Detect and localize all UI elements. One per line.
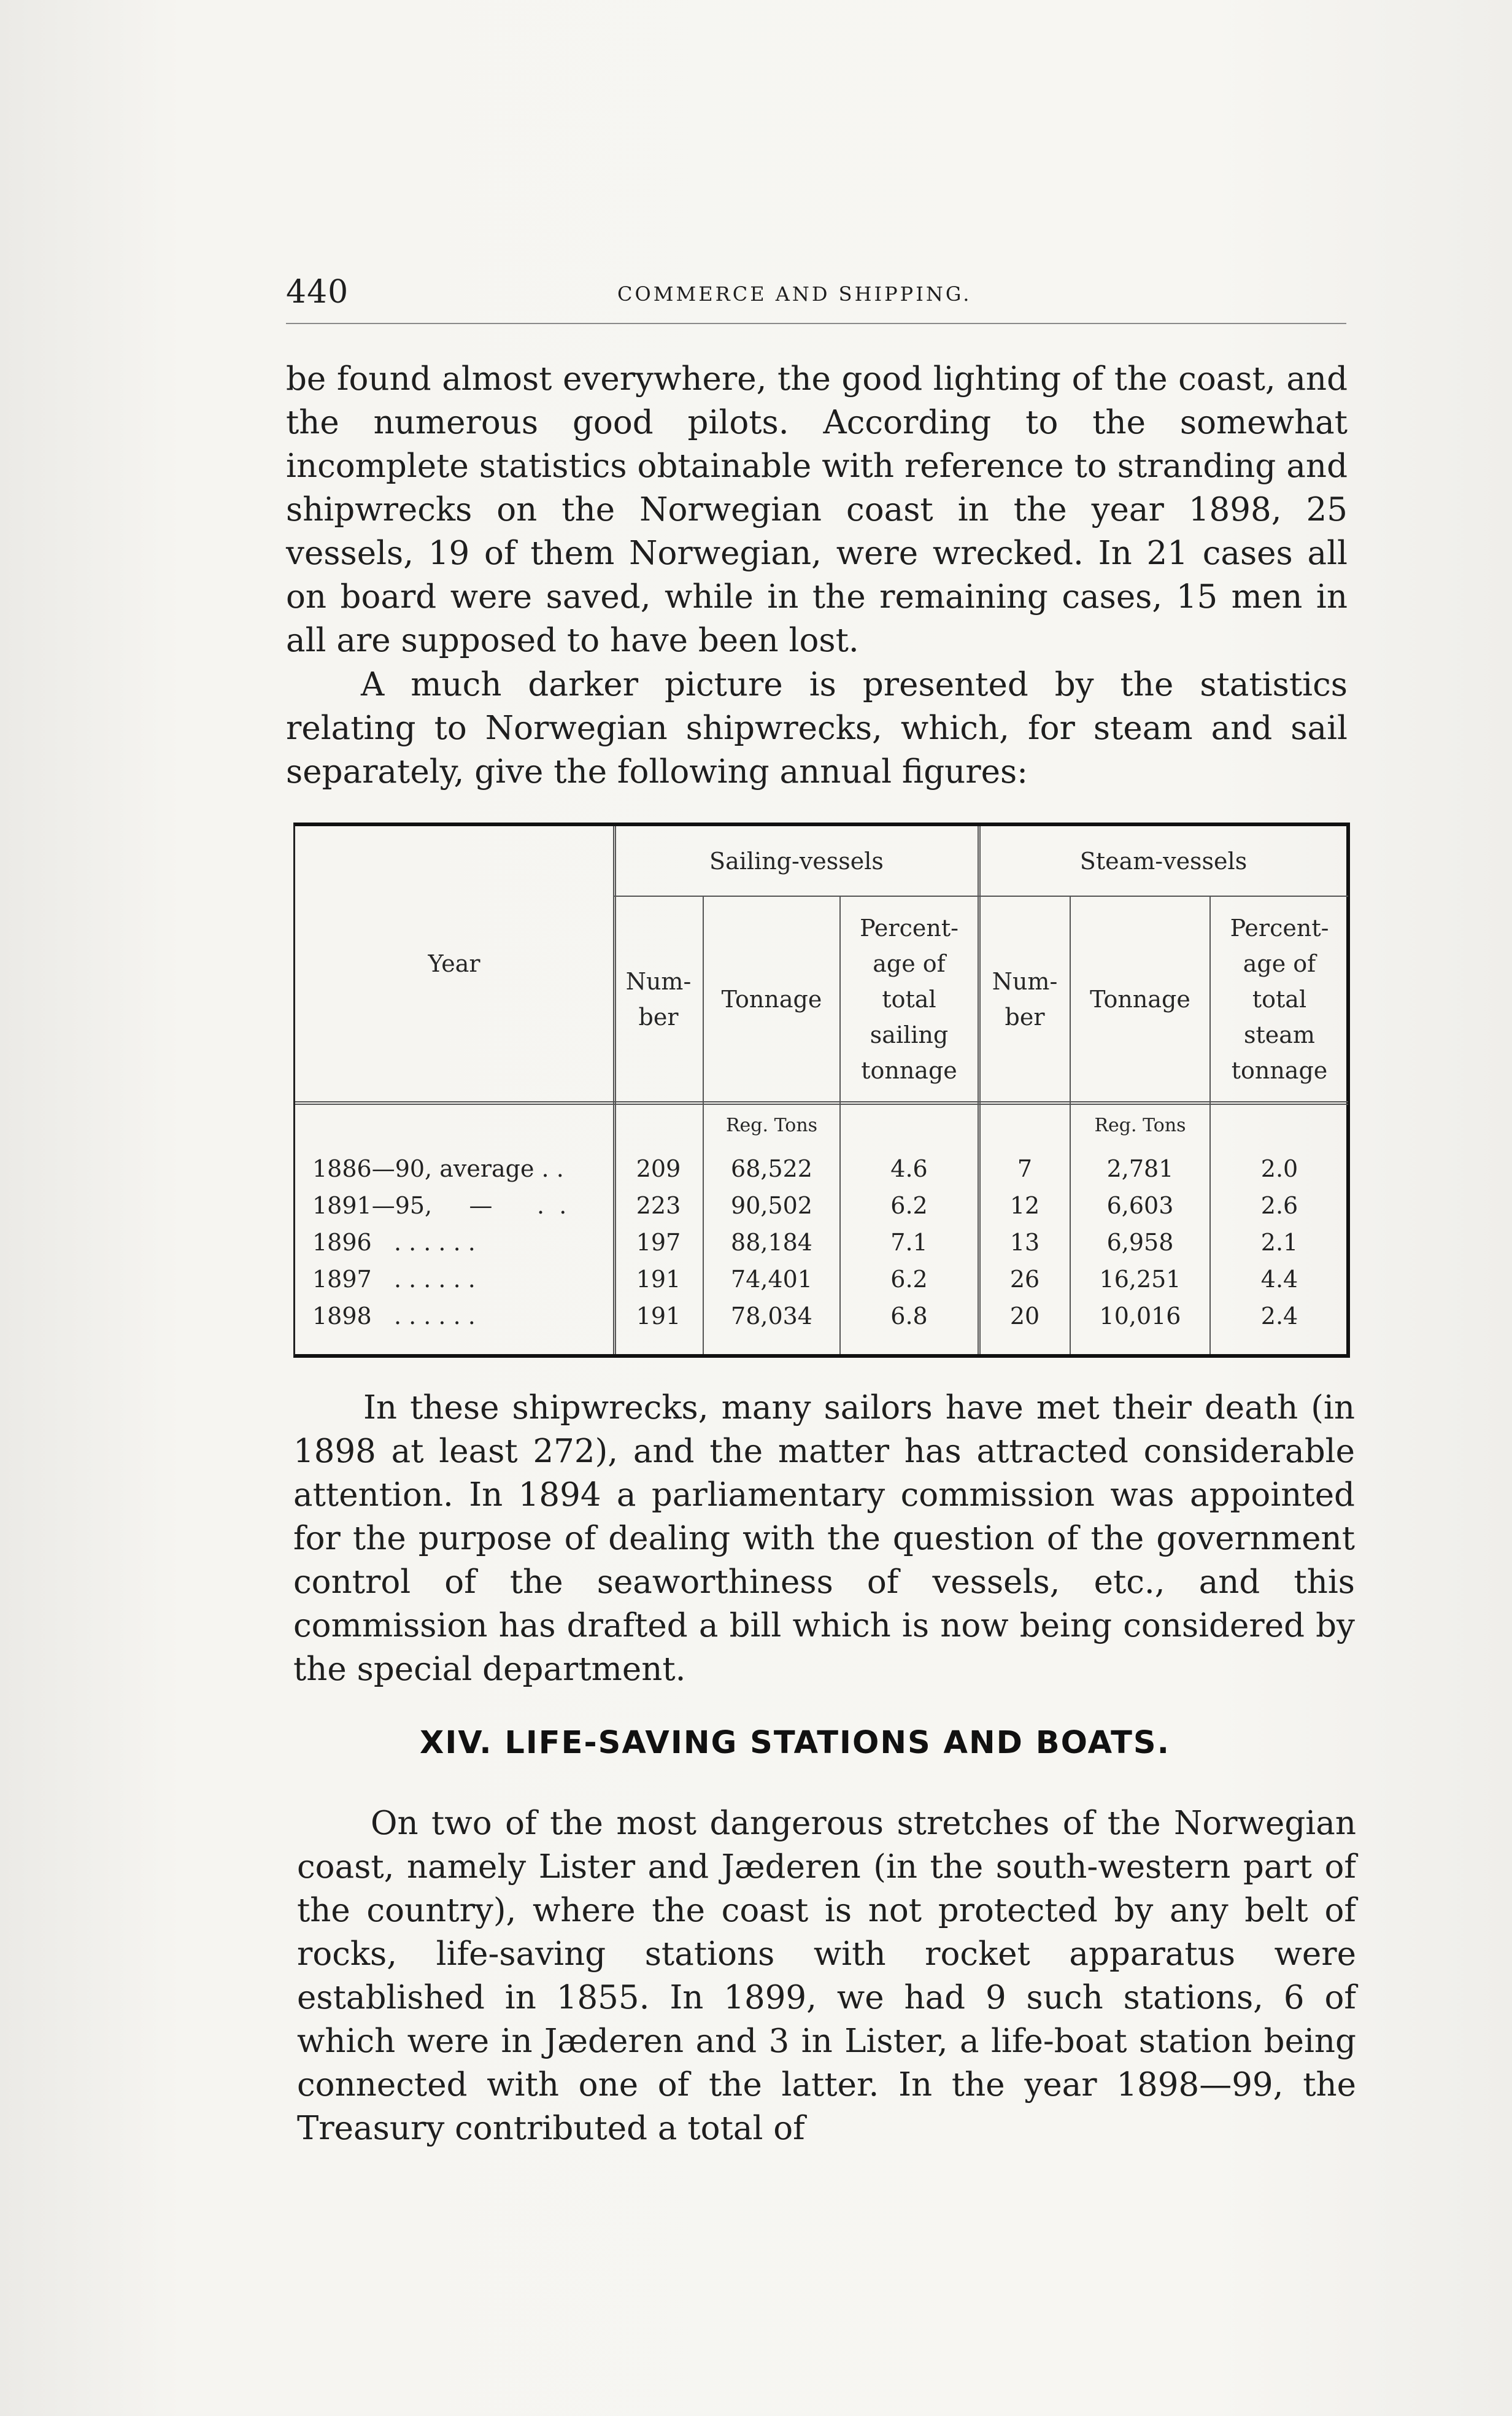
unit-sailing-tonnage: Reg. Tons: [725, 1115, 818, 1136]
header-year: Year: [428, 950, 480, 977]
cell-year: 1886—90, average . .: [312, 1155, 564, 1182]
cell-sailing-percentage: 6.8: [890, 1303, 928, 1330]
cell-steam-number: 20: [1009, 1303, 1040, 1330]
cell-sailing-number: 223: [636, 1192, 681, 1219]
cell-steam-number: 26: [1009, 1266, 1040, 1293]
cell-steam-percentage: 2.4: [1260, 1303, 1298, 1330]
paragraph-3: In these shipwrecks, many sailors have met their death (in 1898 at least 272), and the matter has attracted considerable attention. In 1894 a parliamentary commission was appointed for the purpose of dealing with the question of the government control of the seaworthiness of vessels, etc., and this commission has drafted a bill which is now being considered by the special department.: [293, 1389, 1355, 1688]
paragraph-1: be found almost everywhere, the good lighting of the coast, and the numerous good pilots. According to the somewhat incomplete statistics obtainable with reference to stranding and shipwrecks on the Norwegian coast in the year 1898, 25 vessels, 19 of them Norwegian, were wrecked. In 21 cases all on board were saved, while in the remaining cases, 15 men in all are supposed to have been lost.: [286, 360, 1348, 659]
header-sailing-percentage: Percent- age of total sailing tonnage: [860, 914, 958, 1084]
cell-steam-percentage: 4.4: [1260, 1266, 1298, 1293]
cell-sailing-tonnage: 74,401: [731, 1266, 812, 1293]
table-row: [295, 1224, 1348, 1261]
header-steam-tonnage: Tonnage: [1090, 985, 1190, 1013]
shipwreck-table: [293, 823, 1350, 1358]
running-head: COMMERCE AND SHIPPING.: [617, 282, 972, 306]
cell-sailing-percentage: 6.2: [890, 1266, 928, 1293]
paragraph-2: A much darker picture is presented by the statistics relating to Norwegian shipwrecks, which, for steam and sail separately, give the following annual figures:: [286, 666, 1348, 791]
table-row: [295, 1187, 1348, 1224]
cell-steam-percentage: 2.6: [1260, 1192, 1298, 1219]
cell-sailing-number: 209: [636, 1155, 681, 1182]
header-steam-number: Num- ber: [992, 967, 1058, 1031]
table-row: [295, 1261, 1348, 1298]
paragraph-4: On two of the most dangerous stretches of the Norwegian coast, namely Lister and Jæderen (in the south-western part of the country), where the coast is not protected by any belt of rocks, life-saving stations with rocket apparatus were established in 1855. In 1899, we had 9 such stations, 6 of which were in Jæderen and 3 in Lister, a life-boat station being connected with one of the latter. In the year 1898—99, the Treasury contributed a total of: [297, 1805, 1356, 2147]
page-number: 440: [286, 274, 349, 311]
cell-steam-percentage: 2.1: [1260, 1229, 1298, 1256]
cell-sailing-percentage: 6.2: [890, 1192, 928, 1219]
table-row: [295, 1298, 1348, 1334]
header-sailing-number: Num- ber: [625, 967, 692, 1031]
cell-year: 1891—95, — . .: [312, 1192, 567, 1219]
cell-steam-number: 13: [1009, 1229, 1040, 1256]
cell-sailing-tonnage: 90,502: [731, 1192, 812, 1219]
cell-steam-tonnage: 2,781: [1106, 1155, 1174, 1182]
cell-steam-number: 7: [1017, 1155, 1033, 1182]
cell-steam-tonnage: 10,016: [1099, 1303, 1181, 1330]
cell-sailing-number: 197: [636, 1229, 681, 1256]
header-sailing-tonnage: Tonnage: [721, 985, 822, 1013]
cell-sailing-number: 191: [636, 1266, 681, 1293]
header-sailing-vessels: Sailing-vessels: [709, 847, 884, 875]
unit-steam-tonnage: Reg. Tons: [1094, 1115, 1186, 1136]
header-steam-vessels: Steam-vessels: [1079, 847, 1248, 875]
cell-sailing-number: 191: [636, 1303, 681, 1330]
cell-year: 1897 . . . . . .: [312, 1266, 476, 1293]
table-row: [295, 1150, 1348, 1187]
cell-sailing-percentage: 4.6: [890, 1155, 928, 1182]
table-divider: [295, 1101, 1348, 1105]
cell-steam-tonnage: 6,958: [1106, 1229, 1174, 1256]
cell-steam-tonnage: 16,251: [1099, 1266, 1181, 1293]
page-header: [286, 268, 1346, 324]
cell-steam-tonnage: 6,603: [1106, 1192, 1174, 1219]
cell-year: 1896 . . . . . .: [312, 1229, 476, 1256]
cell-year: 1898 . . . . . .: [312, 1303, 476, 1330]
cell-sailing-tonnage: 88,184: [731, 1229, 812, 1256]
header-steam-percentage: Percent- age of total steam tonnage: [1230, 914, 1329, 1084]
cell-steam-percentage: 2.0: [1260, 1155, 1298, 1182]
section-heading: XIV. LIFE-SAVING STATIONS AND BOATS.: [420, 1725, 1170, 1761]
cell-sailing-tonnage: 68,522: [731, 1155, 812, 1182]
cell-steam-number: 12: [1009, 1192, 1040, 1219]
cell-sailing-percentage: 7.1: [890, 1229, 928, 1256]
cell-sailing-tonnage: 78,034: [731, 1303, 812, 1330]
